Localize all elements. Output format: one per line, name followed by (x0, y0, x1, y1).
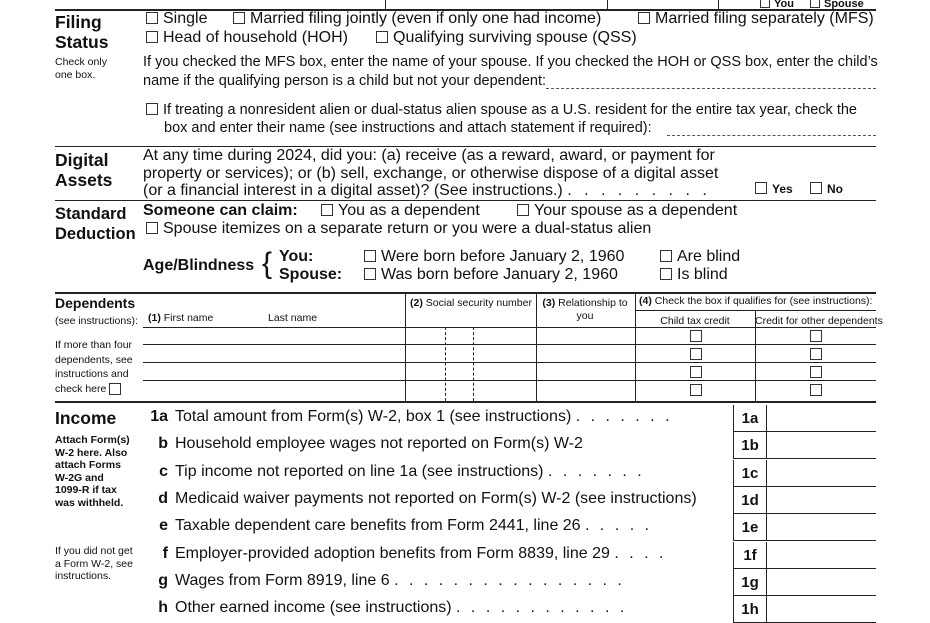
qualifying-name-input[interactable] (546, 75, 876, 89)
you-label: You: (279, 248, 314, 265)
brace: { (262, 247, 273, 280)
hoh-checkbox[interactable]: Head of household (HOH) (146, 29, 348, 47)
income-line-1d (148, 487, 876, 514)
dependent-row[interactable] (143, 327, 876, 345)
income-title: Income (55, 408, 117, 428)
someone-can-claim: Someone can claim: (143, 202, 298, 219)
mfj-checkbox[interactable]: Married filing jointly (even if only one had income) (233, 10, 601, 28)
digital-no-checkbox[interactable]: No (810, 182, 843, 196)
line-number: b (158, 435, 168, 453)
section-rule (55, 200, 876, 201)
income-line-1b (148, 432, 876, 459)
nonresident-text: box and enter their name (see instructions and attach statement if required): (164, 120, 652, 136)
amount-field[interactable] (766, 405, 876, 432)
line-text: Employer-provided adoption benefits from Form 8839, line 29 . . . . (175, 544, 667, 562)
line-box-label: 1b (733, 432, 766, 459)
line-text: Wages from Form 8919, line 6 . . . . . . . . . . . . . . . . (175, 571, 625, 589)
line-text: Taxable dependent care benefits from Form 2441, line 26 . . . . . (175, 517, 653, 535)
line-box-label: 1e (733, 514, 766, 541)
line-text: Medicaid waiver payments not reported on Form(s) W-2 (see instructions) (175, 489, 697, 507)
you-label: You (774, 0, 794, 10)
standard-deduction-title: Standard Deduction (55, 205, 136, 243)
line-number: e (159, 517, 168, 535)
col-check: (4) Check the box if qualifies for (see instructions): (639, 295, 873, 307)
line-box-label: 1c (733, 460, 766, 487)
more-dependents-note: If more than four dependents, see instructions and check here (55, 339, 133, 395)
dependents-title: Dependents (55, 295, 136, 311)
single-checkbox[interactable]: Single (146, 10, 207, 28)
line-text: Household employee wages not reported on Form(s) W-2 (175, 435, 583, 453)
income-line-1f (148, 542, 876, 569)
amount-field[interactable] (766, 487, 876, 514)
more-dependents-checkbox[interactable] (109, 383, 121, 395)
line-number: c (159, 462, 168, 480)
you-blind-checkbox[interactable]: Are blind (660, 248, 740, 266)
amount-field[interactable] (766, 569, 876, 596)
amount-field[interactable] (766, 432, 876, 459)
income-line-1h (148, 596, 876, 623)
amount-field[interactable] (766, 596, 876, 623)
spouse-itemizes-checkbox[interactable]: Spouse itemizes on a separate return or you were a dual-status alien (146, 220, 651, 238)
col-ssn: (2) Social security number (410, 297, 532, 309)
amount-field[interactable] (766, 542, 876, 569)
mfs-checkbox[interactable]: Married filing separately (MFS) (638, 10, 874, 28)
spouse-born-checkbox[interactable]: Was born before January 2, 1960 (364, 266, 618, 284)
dependent-row[interactable] (143, 363, 876, 381)
line-text: Other earned income (see instructions) . . . . . . . . . . . . (175, 599, 628, 617)
section-rule (55, 292, 876, 294)
section-rule (55, 401, 876, 403)
income-line-1a (148, 405, 876, 432)
col-other-credit: Credit for other dependents (755, 315, 883, 327)
line-number: d (158, 489, 168, 507)
nonresident-name-input[interactable] (667, 122, 876, 136)
line-box-label: 1h (733, 596, 766, 623)
amount-field[interactable] (766, 460, 876, 487)
dependents-see: (see instructions): (55, 315, 138, 327)
attach-note: Attach Form(s) W-2 here. Also attach Forms W-2G and 1099-R if tax was withheld. (55, 434, 130, 509)
digital-yes-checkbox[interactable]: Yes (755, 182, 793, 196)
mfs-instructions-2: name if the qualifying person is a child but not your dependent: (143, 73, 547, 89)
you-born-checkbox[interactable]: Were born before January 2, 1960 (364, 248, 624, 266)
nonresident-checkbox[interactable]: If treating a nonresident alien or dual-status alien spouse as a U.S. resident for the entire tax year, check the (146, 102, 857, 118)
line-box-label: 1d (733, 487, 766, 514)
age-blindness-label: Age/Blindness (143, 257, 255, 274)
income-line-1c (148, 460, 876, 487)
line-box-label: 1g (733, 569, 766, 596)
line-number: f (162, 544, 168, 562)
filing-status-note: Check only one box. (55, 56, 107, 81)
dependent-row[interactable] (143, 381, 876, 399)
spouse-dependent-checkbox[interactable]: Your spouse as a dependent (517, 202, 737, 220)
col-relationship: (3) Relationship to you (542, 297, 628, 322)
spouse-blind-checkbox[interactable]: Is blind (660, 266, 728, 284)
col-first-name: (1) First name (148, 312, 214, 324)
qss-checkbox[interactable]: Qualifying surviving spouse (QSS) (376, 29, 637, 47)
filing-status-title: Filing Status (55, 12, 109, 52)
col-last-name: Last name (268, 312, 318, 324)
line-number: g (158, 571, 168, 589)
digital-assets-question: At any time during 2024, did you: (a) receive (as a reward, award, or payment for property or services); or (b) sell, exchange, or otherwise dispose of a digital asset (or a financial interest in a digital asset)? (See instructions.) . . . . . . . . . (143, 147, 719, 199)
dependent-row[interactable] (143, 345, 876, 363)
col-child-tax-credit: Child tax credit (660, 315, 730, 327)
line-number: h (158, 599, 168, 617)
you-dependent-checkbox[interactable]: You as a dependent (321, 202, 480, 220)
income-line-1g (148, 569, 876, 596)
line-text: Total amount from Form(s) W-2, box 1 (see instructions) . . . . . . . (175, 408, 673, 425)
no-w2-note: If you did not get a Form W-2, see instructions. (55, 545, 133, 582)
mfs-instructions: If you checked the MFS box, enter the name of your spouse. If you checked the HOH or QSS box, enter the child’s (143, 54, 878, 70)
line-text: Tip income not reported on line 1a (see instructions) . . . . . . . (175, 462, 645, 480)
income-line-1e (148, 514, 876, 541)
line-box-label: 1a (733, 405, 766, 432)
line-box-label: 1f (733, 542, 766, 569)
spouse-label: Spouse: (279, 266, 343, 283)
digital-assets-title: Digital Assets (55, 150, 113, 190)
line-number: 1a (150, 408, 168, 425)
amount-field[interactable] (766, 514, 876, 541)
spouse-label: Spouse (824, 0, 864, 10)
